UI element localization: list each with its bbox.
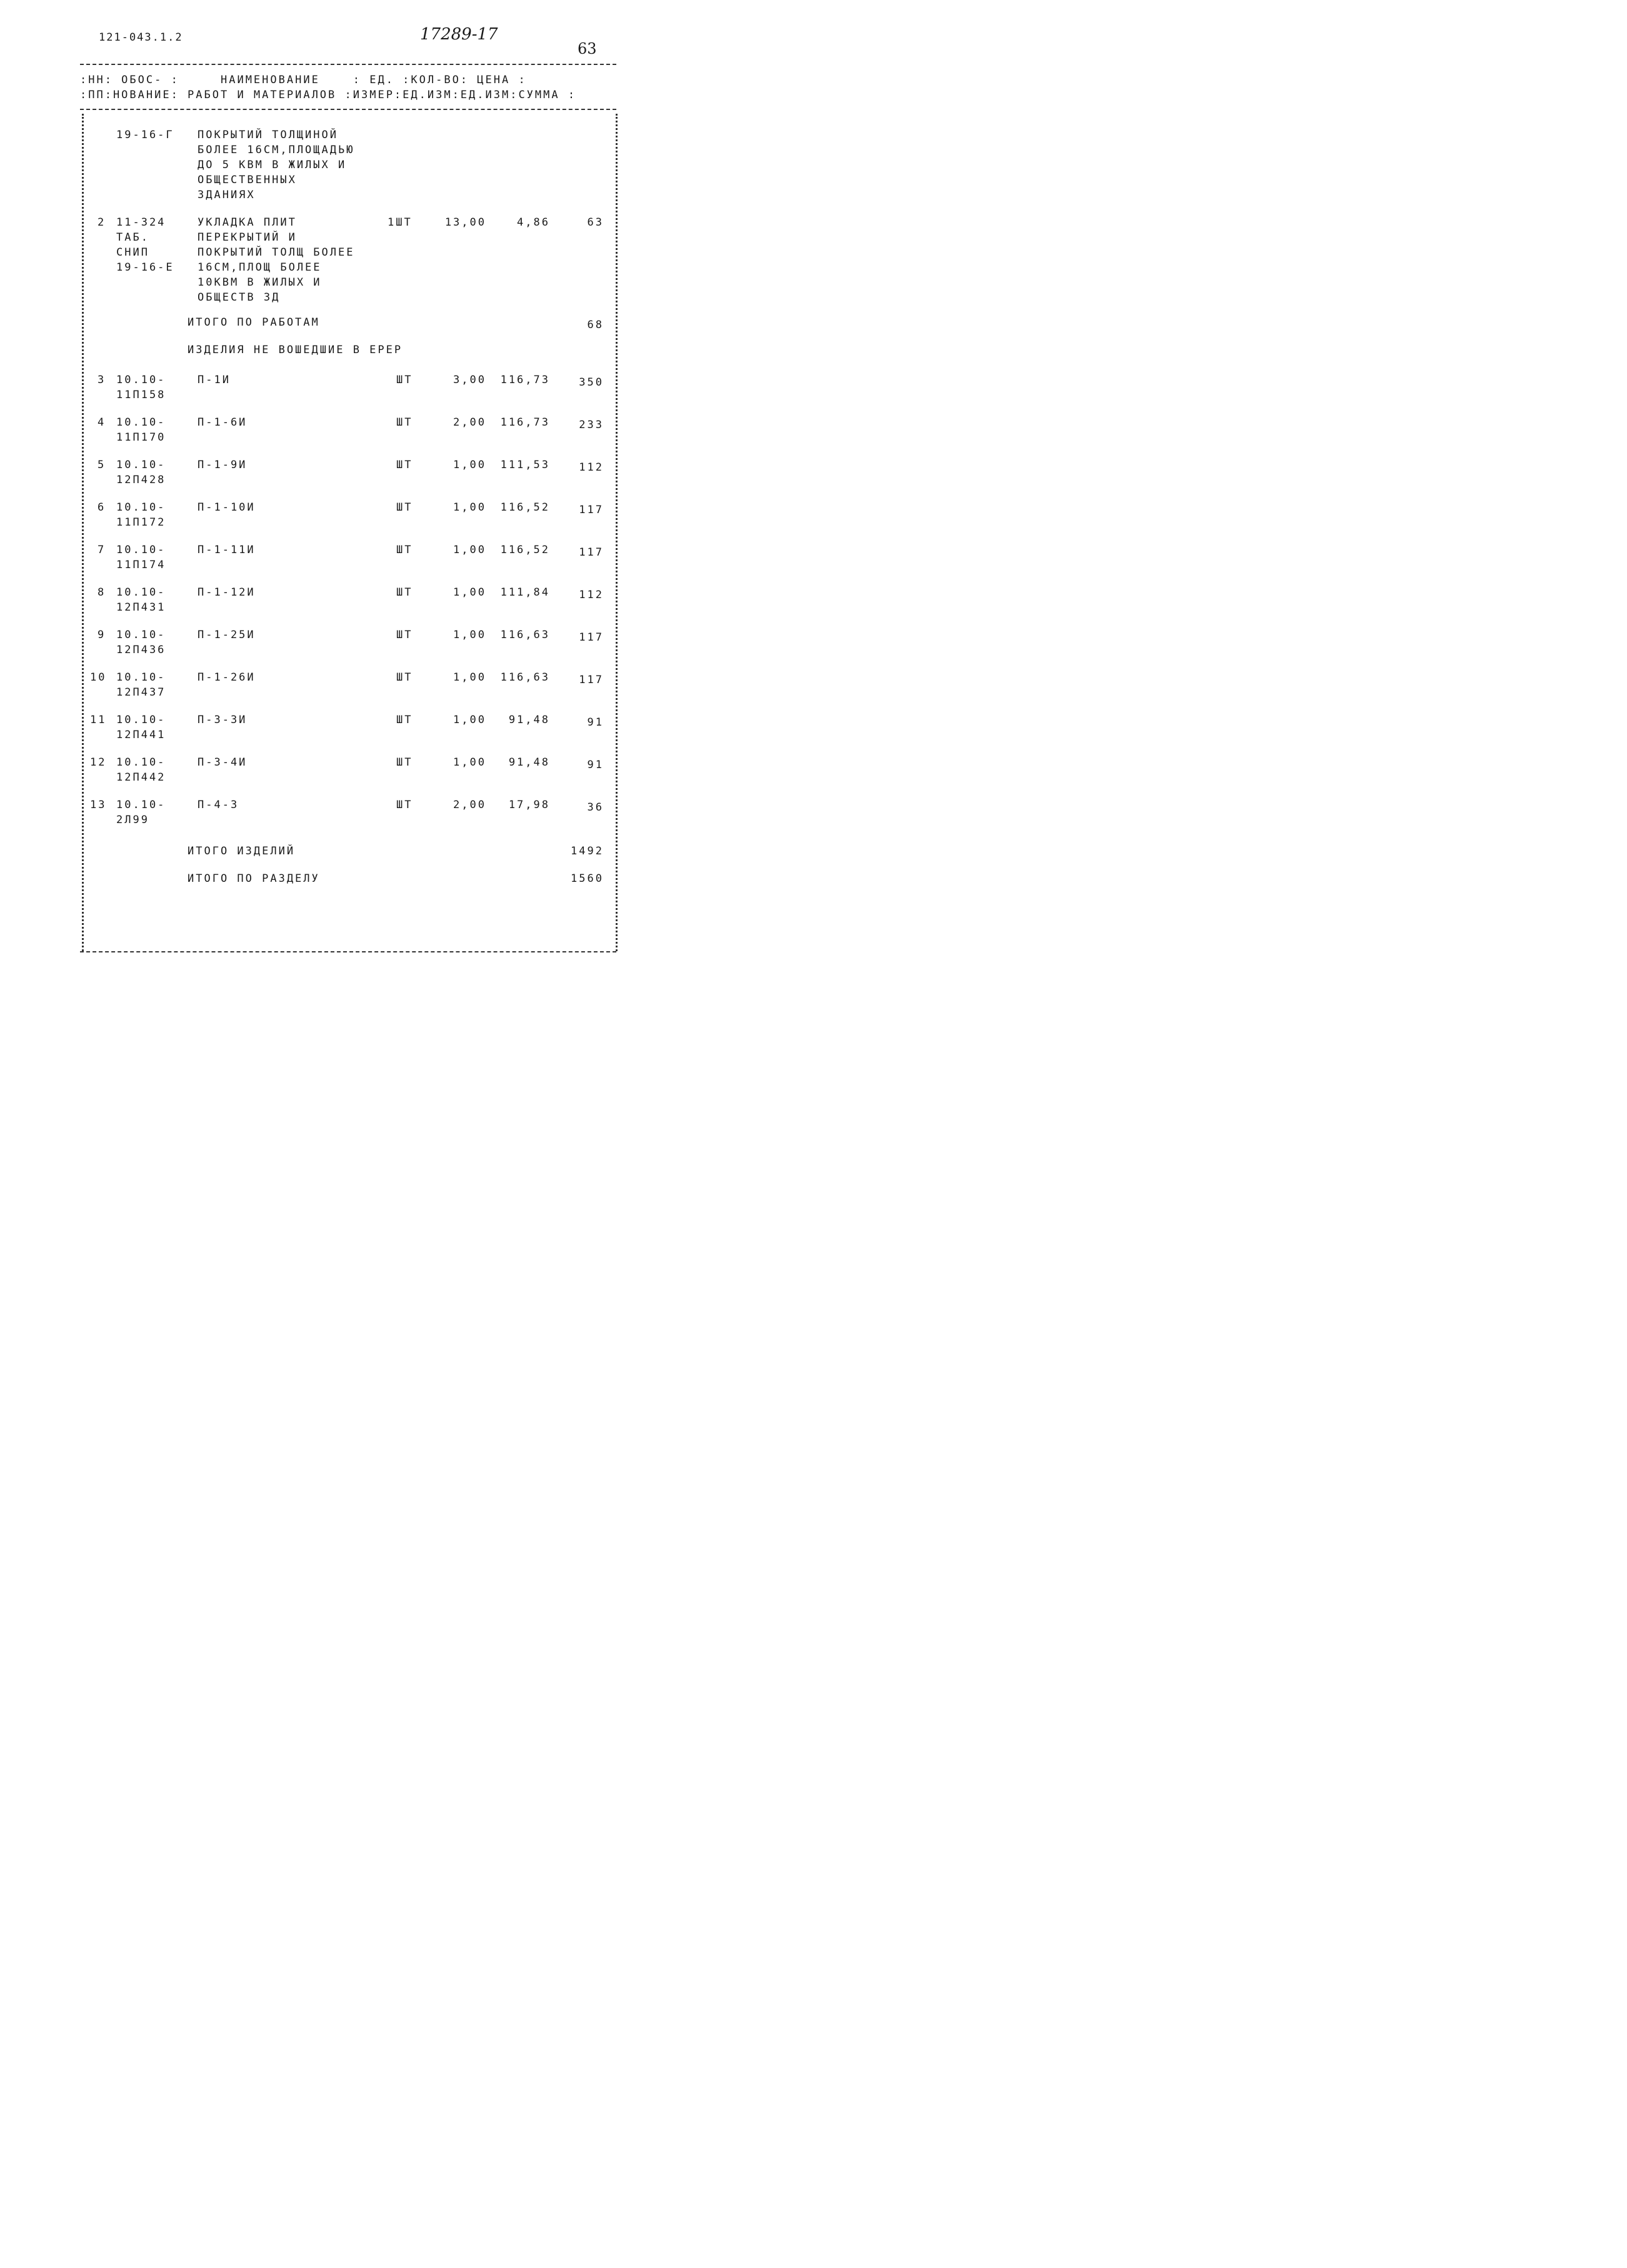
row-price: 116,73: [500, 416, 550, 429]
row-sum: 233: [579, 419, 604, 431]
row-number: 7: [98, 544, 106, 556]
row-name: П-3-4И: [198, 756, 248, 769]
row-number: 4: [98, 416, 106, 429]
row-code-line: СНИП: [116, 246, 149, 259]
row-code-line: 12П442: [116, 771, 166, 784]
row-number: 5: [98, 459, 106, 471]
row-unit: ШТ: [396, 714, 413, 726]
column-header-line-1: :НН: ОБОС- : НАИМЕНОВАНИЕ : ЕД. :КОЛ-ВО: ЦЕНА :: [80, 74, 527, 86]
header-rule: [80, 109, 616, 110]
row-unit: ШТ: [396, 459, 413, 471]
row-number: 10: [90, 671, 107, 684]
row-quantity: 1,00: [453, 714, 486, 726]
row-quantity: 1,00: [453, 671, 486, 684]
row-price: 116,63: [500, 629, 550, 641]
row-code-line: 10.10-: [116, 459, 166, 471]
row-code-line: 2Л99: [116, 814, 149, 826]
row-code-line: ТАБ.: [116, 231, 149, 244]
row-quantity: 1,00: [453, 544, 486, 556]
row-name: П-4-3: [198, 799, 239, 811]
row-number: 12: [90, 756, 107, 769]
row-number: 2: [98, 216, 106, 229]
row-sum: 112: [579, 461, 604, 474]
bottom-rule: [80, 951, 616, 952]
total-works-label: ИТОГО ПО РАБОТАМ: [188, 316, 320, 329]
handwritten-number: 17289-17: [420, 25, 498, 44]
total-items-label: ИТОГО ИЗДЕЛИЙ: [188, 845, 296, 857]
row-price: 116,52: [500, 544, 550, 556]
row-code-line: 10.10-: [116, 586, 166, 599]
row-sum: 117: [579, 546, 604, 559]
row-sum: 112: [579, 589, 604, 601]
row-quantity: 1,00: [453, 629, 486, 641]
row-quantity: 2,00: [453, 799, 486, 811]
continuation-name-line: ЗДАНИЯХ: [198, 189, 256, 201]
row-price: 111,53: [500, 459, 550, 471]
row-code-line: 10.10-: [116, 374, 166, 386]
row-unit: ШТ: [396, 501, 413, 514]
row-name-line: ПОКРЫТИЙ ТОЛЩ БОЛЕЕ: [198, 246, 355, 259]
row-code-line: 10.10-: [116, 756, 166, 769]
row-code-line: 10.10-: [116, 416, 166, 429]
row-price: 116,63: [500, 671, 550, 684]
row-unit: ШТ: [396, 416, 413, 429]
top-rule: [80, 64, 616, 65]
row-sum: 350: [579, 376, 604, 389]
continuation-name-line: ПОКРЫТИЙ ТОЛЩИНОЙ: [198, 129, 338, 141]
row-unit: ШТ: [396, 374, 413, 386]
total-section-label: ИТОГО ПО РАЗДЕЛУ: [188, 872, 320, 885]
row-name-line: УКЛАДКА ПЛИТ: [198, 216, 297, 229]
row-number: 3: [98, 374, 106, 386]
row-price: 91,48: [508, 714, 550, 726]
row-name: П-1-9И: [198, 459, 248, 471]
row-code-line: 10.10-: [116, 714, 166, 726]
row-unit: ШТ: [396, 671, 413, 684]
row-name-line: 10КВМ В ЖИЛЫХ И: [198, 276, 322, 289]
row-quantity: 2,00: [453, 416, 486, 429]
row-code-line: 19-16-Е: [116, 261, 174, 274]
row-number: 9: [98, 629, 106, 641]
row-sum: 63: [587, 216, 604, 229]
row-quantity: 1,00: [453, 459, 486, 471]
row-price: 4,86: [517, 216, 550, 229]
row-price: 116,73: [500, 374, 550, 386]
row-unit: ШТ: [396, 799, 413, 811]
row-number: 6: [98, 501, 106, 514]
right-border: [616, 114, 618, 951]
row-price: 91,48: [508, 756, 550, 769]
row-code-line: 10.10-: [116, 799, 166, 811]
row-sum: 117: [579, 674, 604, 686]
row-name: П-1И: [198, 374, 231, 386]
row-code-line: 11П174: [116, 559, 166, 571]
continuation-name-line: БОЛЕЕ 16СМ,ПЛОЩАДЬЮ: [198, 144, 355, 156]
document-code: 121-043.1.2: [99, 31, 183, 44]
row-code-line: 12П436: [116, 644, 166, 656]
row-quantity: 1,00: [453, 756, 486, 769]
row-sum: 91: [587, 716, 604, 729]
row-name: П-1-26И: [198, 671, 256, 684]
row-name: П-1-11И: [198, 544, 256, 556]
row-quantity: 3,00: [453, 374, 486, 386]
row-name-line: ПЕРЕКРЫТИЙ И: [198, 231, 297, 244]
total-section-sum: 1560: [571, 872, 604, 885]
left-border: [82, 114, 84, 951]
row-name: П-1-10И: [198, 501, 256, 514]
total-items-sum: 1492: [571, 845, 604, 857]
section-title: ИЗДЕЛИЯ НЕ ВОШЕДШИЕ В ЕРЕР: [188, 344, 403, 356]
row-sum: 117: [579, 631, 604, 644]
row-price: 17,98: [508, 799, 550, 811]
row-code-line: 11П172: [116, 516, 166, 529]
row-code-line: 12П428: [116, 474, 166, 486]
page-number: 63: [578, 40, 597, 57]
row-name-line: ОБЩЕСТВ ЗД: [198, 291, 281, 304]
row-code-line: 12П437: [116, 686, 166, 699]
row-number: 13: [90, 799, 107, 811]
row-code-line: 10.10-: [116, 671, 166, 684]
continuation-name-line: ОБЩЕСТВЕННЫХ: [198, 174, 297, 186]
row-unit: ШТ: [396, 586, 413, 599]
row-sum: 36: [587, 801, 604, 814]
row-sum: 91: [587, 759, 604, 771]
row-sum: 117: [579, 504, 604, 516]
row-quantity: 1,00: [453, 586, 486, 599]
total-works-sum: 68: [587, 319, 604, 331]
row-price: 111,84: [500, 586, 550, 599]
row-code-line: 11П170: [116, 431, 166, 444]
row-unit: 1ШТ: [388, 216, 413, 229]
row-name: П-3-3И: [198, 714, 248, 726]
row-code-line: 12П441: [116, 729, 166, 741]
row-quantity: 13,00: [444, 216, 486, 229]
row-number: 11: [90, 714, 107, 726]
row-name: П-1-12И: [198, 586, 256, 599]
continuation-code: 19-16-Г: [116, 129, 174, 141]
row-code-line: 11П158: [116, 389, 166, 401]
row-unit: ШТ: [396, 756, 413, 769]
row-name-line: 16СМ,ПЛОЩ БОЛЕЕ: [198, 261, 322, 274]
row-unit: ШТ: [396, 544, 413, 556]
row-code-line: 10.10-: [116, 544, 166, 556]
row-name: П-1-25И: [198, 629, 256, 641]
row-code-line: 12П431: [116, 601, 166, 614]
row-quantity: 1,00: [453, 501, 486, 514]
row-unit: ШТ: [396, 629, 413, 641]
row-price: 116,52: [500, 501, 550, 514]
continuation-name-line: ДО 5 КВМ В ЖИЛЫХ И: [198, 159, 347, 171]
row-name: П-1-6И: [198, 416, 248, 429]
row-code-line: 11-324: [116, 216, 166, 229]
row-code-line: 10.10-: [116, 629, 166, 641]
row-number: 8: [98, 586, 106, 599]
column-header-line-2: :ПП:НОВАНИЕ: РАБОТ И МАТЕРИАЛОВ :ИЗМЕР:ЕД.ИЗМ:ЕД.ИЗМ:СУММА :: [80, 89, 577, 101]
row-code-line: 10.10-: [116, 501, 166, 514]
